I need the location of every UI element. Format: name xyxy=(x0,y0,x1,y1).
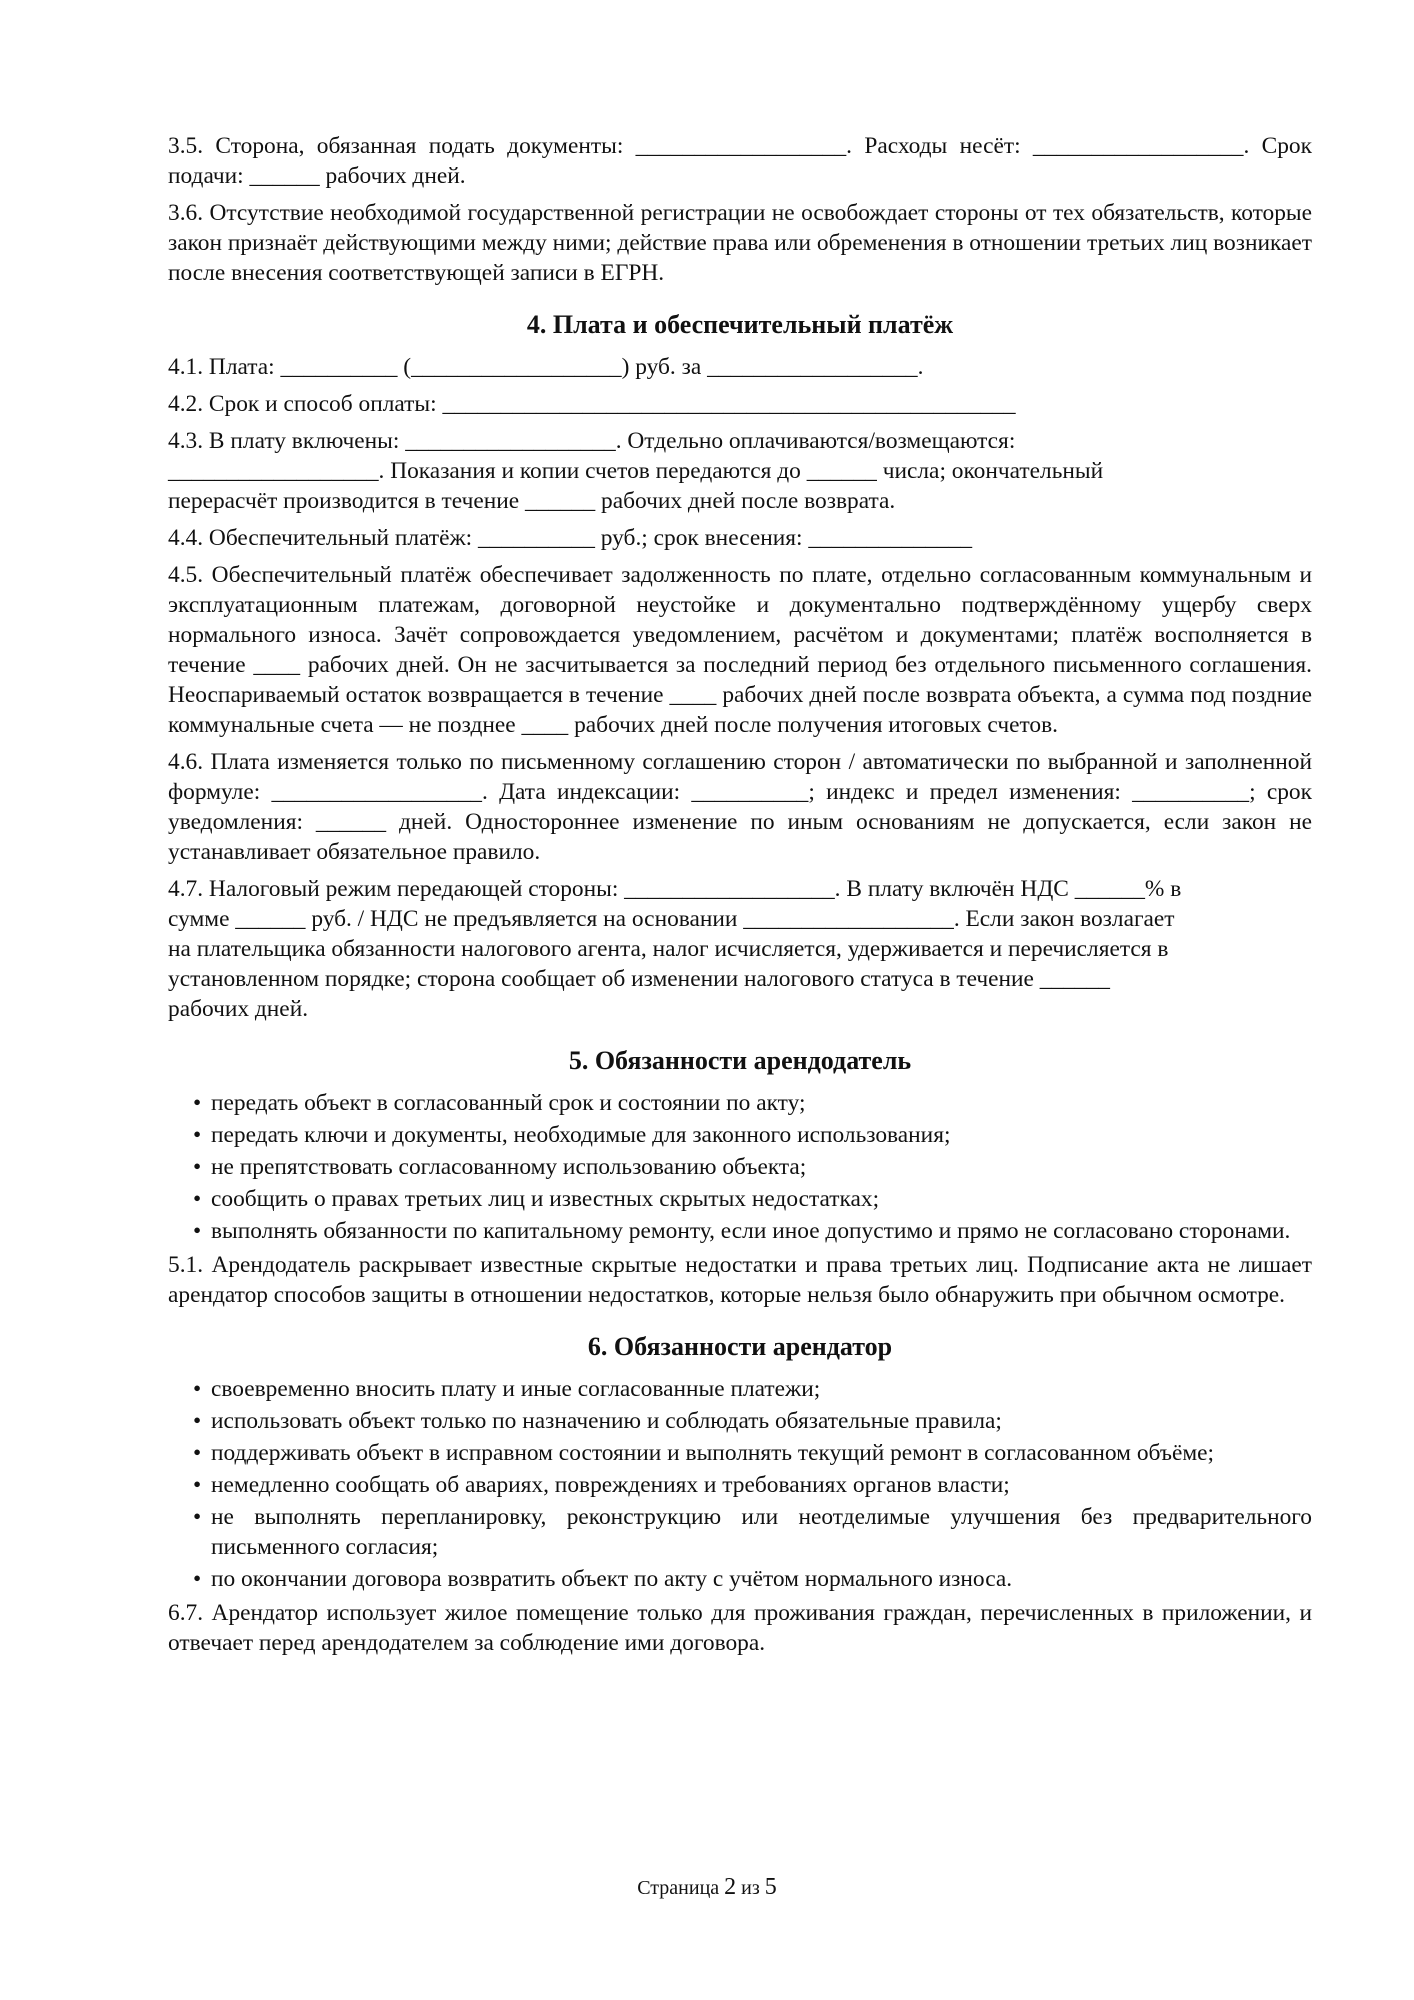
clause-4-7-line-2: сумме ______ руб. / НДС не предъявляется на основании __________________. Если закон возлагает xyxy=(168,906,1175,932)
clause-4-7 xyxy=(168,874,1312,1024)
list-item: • сообщить о правах третьих лиц и известных скрытых недостатках; xyxy=(193,1186,880,1212)
bullet-icon: • xyxy=(193,1408,202,1434)
section-heading-5: 5. Обязанности арендодатель xyxy=(568,1046,912,1075)
page-total: 5 xyxy=(764,1874,777,1900)
clause-4-5: 4.5. Обеспечительный платёж обеспечивает задолженность по плате, отдельно согласованным коммунальным и эксплуатационным платежам, договорной неустойке и документально подтверждённому ущербу сверх нормального износа. Зачёт сопровождается уведомлением, расчётом и документами; платёж восполняется в течение ____ рабочих дней. Он не засчитывается за последний период без отдельного письменного соглашения. Неоспариваемый остаток возвращается в течение ____ рабочих дней после возврата объекта, а сумма под поздние коммунальные счета — не позднее ____ рабочих дней после получения итоговых счетов. xyxy=(168,562,1312,738)
clause-4-6: 4.6. Плата изменяется только по письменному соглашению сторон / автоматически по выбранной и заполненной формуле: __________________. Дата индексации: __________; индекс и предел изменения: __________; срок уведомления: ______ дней. Одностороннее изменение по иным основаниям не допускается, если закон не устанавливает обязательное правило. xyxy=(168,749,1312,865)
list-item: • передать объект в согласованный срок и состоянии по акту; xyxy=(193,1090,806,1116)
page-label: Страница xyxy=(637,1877,720,1899)
page-current: 2 xyxy=(724,1874,737,1900)
list-item: • передать ключи и документы, необходимые для законного использования; xyxy=(193,1122,951,1148)
section-heading-4: 4. Плата и обеспечительный платёж xyxy=(526,310,954,339)
tenant-duties-list xyxy=(168,1374,1312,1594)
clause-4-7-line-5: рабочих дней. xyxy=(168,996,309,1022)
bullet-icon: • xyxy=(193,1440,202,1466)
page-content xyxy=(168,131,1312,1665)
list-item: • поддерживать объект в исправном состоянии и выполнять текущий ремонт в согласованном объёме; xyxy=(193,1440,1215,1466)
list-item: • использовать объект только по назначению и соблюдать обязательные правила; xyxy=(193,1408,1002,1434)
clause-4-4: 4.4. Обеспечительный платёж: __________ руб.; срок внесения: ______________ xyxy=(168,525,973,551)
clause-6-7: 6.7. Арендатор использует жилое помещение только для проживания граждан, перечисленных в приложении, и отвечает перед арендодателем за соблюдение ими договора. xyxy=(168,1600,1312,1656)
list-item: • не выполнять перепланировку, реконструкцию или неотделимые улучшения без предварительного письменного согласия; xyxy=(193,1504,1312,1560)
bullet-icon: • xyxy=(193,1218,202,1244)
bullet-icon: • xyxy=(193,1376,202,1402)
page-footer xyxy=(0,1872,1414,1903)
bullet-icon: • xyxy=(193,1122,202,1148)
clause-3-6: 3.6. Отсутствие необходимой государственной регистрации не освобождает стороны от тех обязательств, которые закон признаёт действующими между ними; действие права или обременения в отношении третьих лиц возникает после внесения соответствующей записи в ЕГРН. xyxy=(168,200,1312,286)
clause-3-5: 3.5. Сторона, обязанная подать документы: __________________. Расходы несёт: __________________. Срок подачи: ______ рабочих дней. xyxy=(168,133,1312,189)
bullet-icon: • xyxy=(193,1154,202,1180)
clause-4-7-line-1: 4.7. Налоговый режим передающей стороны: __________________. В плату включён НДС ______% в xyxy=(168,876,1182,902)
clause-4-3-line-1: 4.3. В плату включены: __________________. Отдельно оплачиваются/возмещаются: xyxy=(168,428,1016,454)
list-item: • своевременно вносить плату и иные согласованные платежи; xyxy=(193,1376,821,1402)
bullet-icon: • xyxy=(193,1472,202,1498)
clause-4-7-line-3: на плательщика обязанности налогового агента, налог исчисляется, удерживается и перечисляется в xyxy=(168,936,1169,962)
bullet-icon: • xyxy=(193,1566,202,1592)
landlord-duties-list xyxy=(168,1088,1312,1246)
clause-4-1: 4.1. Плата: __________ (__________________) руб. за __________________. xyxy=(168,354,924,380)
list-item: • не препятствовать согласованному использованию объекта; xyxy=(193,1154,807,1180)
clause-4-2: 4.2. Срок и способ оплаты: _________________________________________________ xyxy=(168,391,1016,417)
clause-4-3-line-3: перерасчёт производится в течение ______ рабочих дней после возврата. xyxy=(168,488,896,514)
bullet-icon: • xyxy=(193,1090,202,1116)
clause-4-7-line-4: установленном порядке; сторона сообщает об изменении налогового статуса в течение ______ xyxy=(168,966,1110,992)
bullet-icon: • xyxy=(193,1504,202,1530)
section-heading-6: 6. Обязанности арендатор xyxy=(587,1332,893,1361)
clause-4-3-line-2: __________________. Показания и копии счетов передаются до ______ числа; окончательный xyxy=(168,458,1104,484)
list-item: • немедленно сообщать об авариях, повреждениях и требованиях органов власти; xyxy=(193,1472,1010,1498)
bullet-icon: • xyxy=(193,1186,202,1212)
page-separator: из xyxy=(741,1877,760,1899)
clause-4-3 xyxy=(168,426,1312,516)
clause-5-1: 5.1. Арендодатель раскрывает известные скрытые недостатки и права третьих лиц. Подписание акта не лишает арендатор способов защиты в отношении недостатков, которые нельзя было обнаружить при обычном осмотре. xyxy=(168,1252,1312,1308)
list-item: • по окончании договора возвратить объект по акту с учётом нормального износа. xyxy=(193,1566,1013,1592)
list-item: • выполнять обязанности по капитальному ремонту, если иное допустимо и прямо не согласовано сторонами. xyxy=(193,1218,1291,1244)
